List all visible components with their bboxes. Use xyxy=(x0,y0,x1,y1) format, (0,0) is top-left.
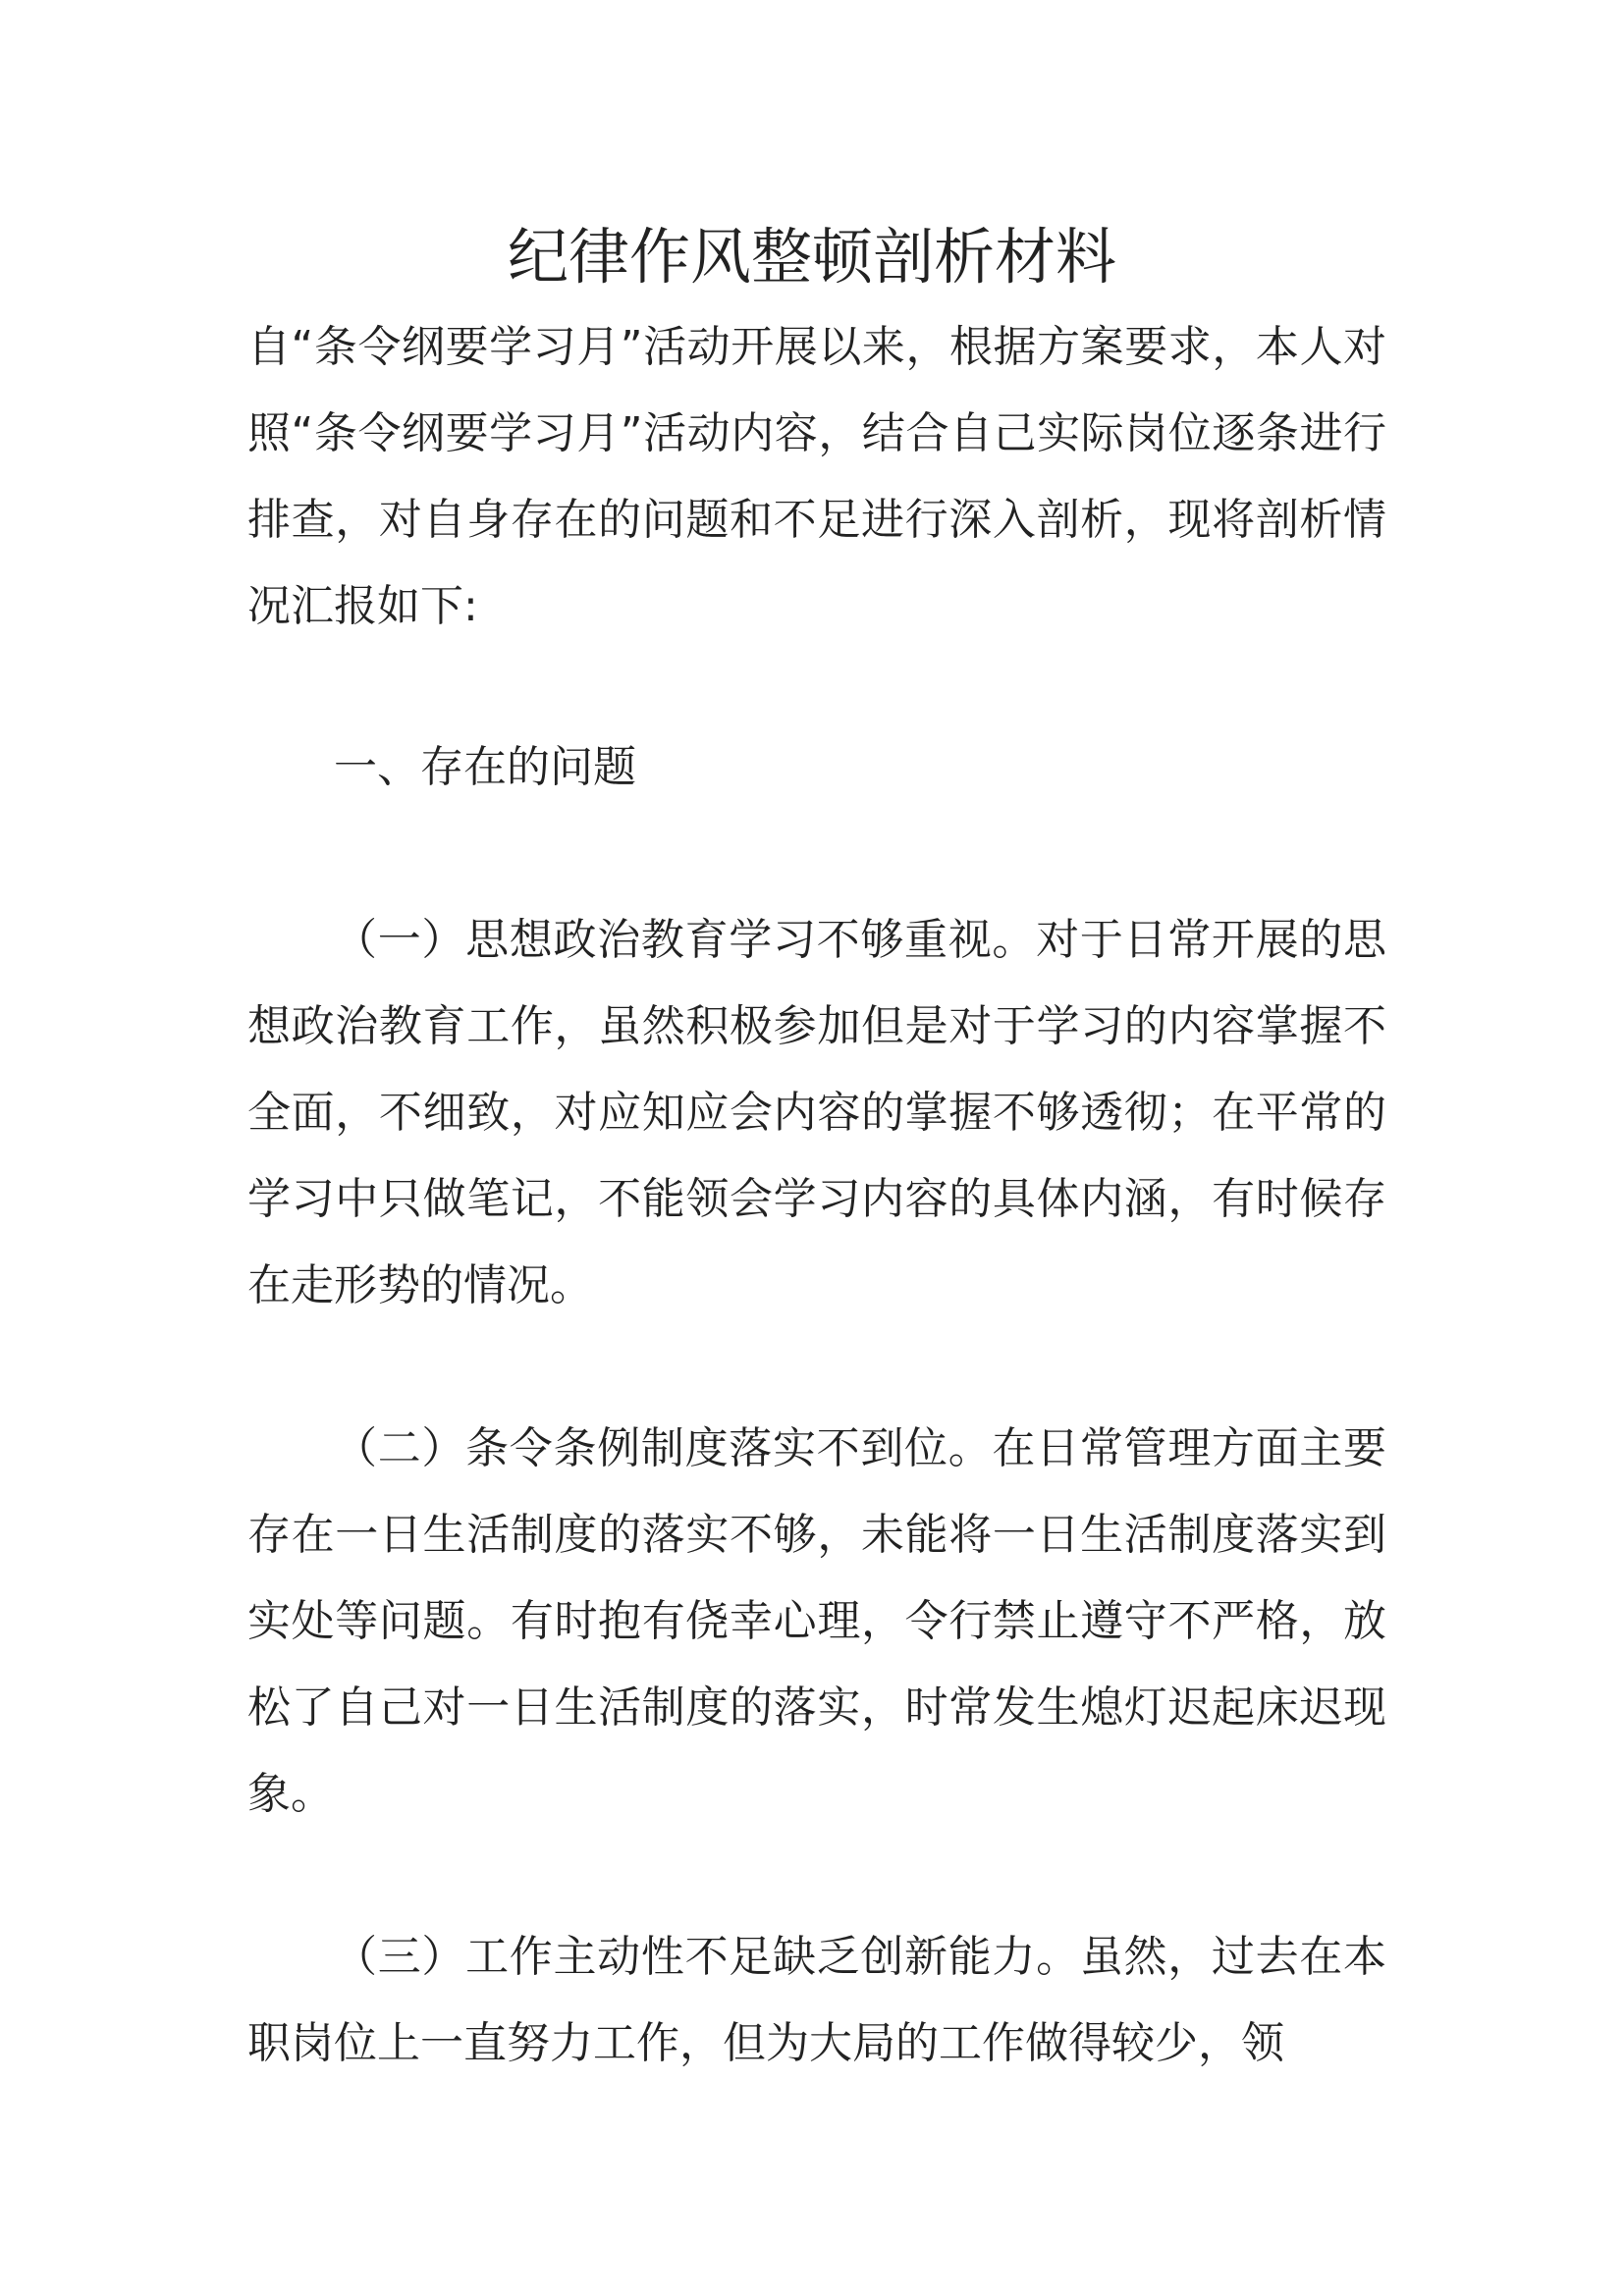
paragraph-initiative: （三）工作主动性不足缺乏创新能力。虽然，过去在本职岗位上一直努力工作，但为大局的工作做得较少，领 xyxy=(247,1932,1386,2068)
paragraph-regulations: （二）条令条例制度落实不到位。在日常管理方面主要存在一日生活制度的落实不够，未能将一日生活制度落实到实处等问题。有时抱有侥幸心理，令行禁止遵守不严格，放松了自己对一日生活制度的落实，时常发生熄灯迟起床迟现象。 xyxy=(247,1423,1386,1819)
intro-paragraph: 自“条令纲要学习月”活动开展以来，根据方案要求，本人对照“条令纲要学习月”活动内容，结合自己实际岗位逐条进行排查，对自身存在的问题和不足进行深入剖析，现将剖析情况汇报如下: xyxy=(247,322,1386,631)
paragraph-political-study: （一）思想政治教育学习不够重视。对于日常开展的思想政治教育工作，虽然积极参加但是对于学习的内容掌握不全面，不细致，对应知应会内容的掌握不够透彻；在平常的学习中只做笔记，不能领会学习内容的具体内涵，有时候存在走形势的情况。 xyxy=(247,915,1386,1310)
section-heading-problems: 一、存在的问题 xyxy=(334,742,636,792)
document-title: 纪律作风整顿剖析材料 xyxy=(507,221,1116,293)
